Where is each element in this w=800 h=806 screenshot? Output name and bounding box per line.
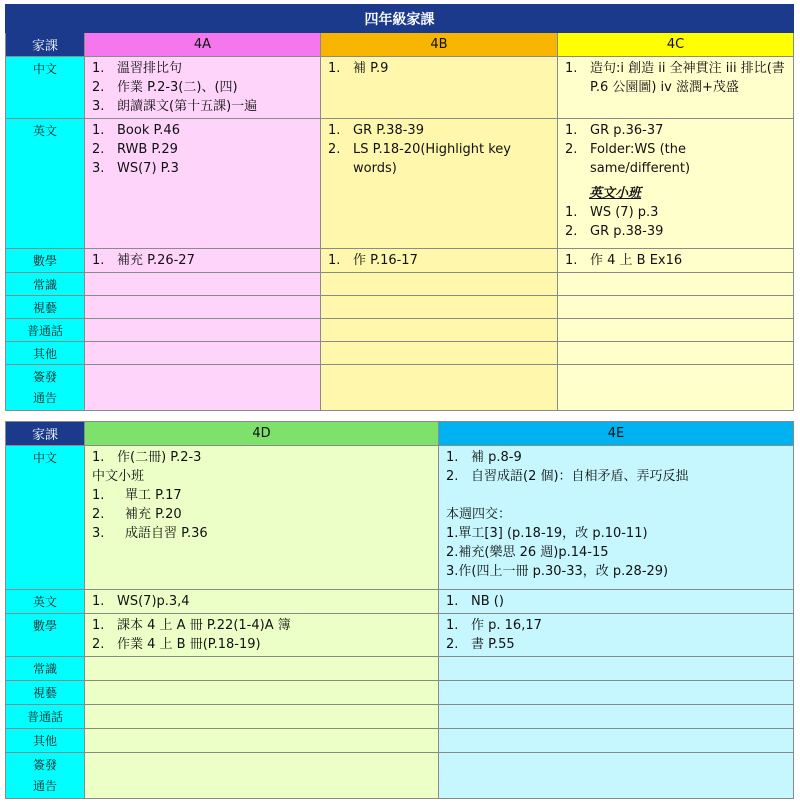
cell-4a-notice — [85, 365, 321, 411]
list-item: 1. 作 p. 16,17 — [446, 618, 542, 633]
cell-4c-math — [558, 249, 794, 273]
small-class-title: 英文小班 — [589, 186, 642, 201]
cell-4c-gs — [558, 273, 794, 296]
cell-4d-math — [85, 614, 439, 657]
list-item: 1. GR P.38-39 — [328, 123, 424, 138]
list-item: 1. WS (7) p.3 — [565, 205, 659, 220]
cell-4b-others — [321, 342, 558, 365]
cell-4d-notice — [85, 753, 439, 799]
list-item: 1. GR p.36-37 — [565, 123, 664, 138]
cell-4e-putonghua — [439, 705, 794, 729]
cell-4b-chinese — [321, 57, 558, 119]
header-label: 家課 — [6, 422, 85, 446]
class-header-4e: 4E — [439, 422, 794, 446]
list-item: 2. 作業 P.2-3(二)、(四) — [92, 80, 238, 95]
class-header-4d: 4D — [85, 422, 439, 446]
subject-putonghua: 普通話 — [6, 705, 85, 729]
cell-4a-gs — [85, 273, 321, 296]
list-item: 1.單工[3] (p.18-19，改 p.10-11) — [446, 526, 648, 541]
cell-4d-putonghua — [85, 705, 439, 729]
list-item: 1. WS(7)p.3,4 — [92, 594, 190, 609]
cell-4c-putonghua — [558, 319, 794, 342]
cell-4a-others — [85, 342, 321, 365]
cell-4e-chinese — [439, 446, 794, 590]
cell-4e-gs — [439, 657, 794, 681]
list-item: 3. 朗讀課文(第十五課)一遍 — [92, 99, 258, 114]
list-item: 1. 作(二冊) P.2-3 — [92, 450, 202, 465]
cell-4b-art — [321, 296, 558, 319]
subject-chinese: 中文 — [6, 57, 85, 119]
subject-notice: 簽發 通告 — [6, 753, 85, 799]
class-header-4a: 4A — [85, 33, 321, 57]
cell-4c-notice — [558, 365, 794, 411]
subject-visual-arts: 視藝 — [6, 296, 85, 319]
subject-others: 其他 — [6, 729, 85, 753]
subject-math: 數學 — [6, 614, 85, 657]
list-item: 3. WS(7) P.3 — [92, 161, 179, 176]
subject-math: 數學 — [6, 249, 85, 273]
list-item: 1. 課本 4 上 A 冊 P.22(1-4)A 簿 — [92, 618, 291, 633]
cell-4e-math — [439, 614, 794, 657]
list-item: 2. 作業 4 上 B 冊(P.18-19) — [92, 637, 261, 652]
cell-4d-gs — [85, 657, 439, 681]
list-item: 2. 書 P.55 — [446, 637, 515, 652]
list-item: 3. 成語自習 P.36 — [92, 526, 208, 541]
list-item: 1. 造句:i 創造 ii 全神貫注 iii 排比(書 P.6 公園圖) iv 滋潤+茂盛 — [565, 61, 785, 95]
cell-4b-putonghua — [321, 319, 558, 342]
cell-4c-chinese — [558, 57, 794, 119]
list-item: 1. 補 P.9 — [328, 61, 389, 76]
cell-4a-art — [85, 296, 321, 319]
cell-4a-english — [85, 119, 321, 249]
cell-4b-gs — [321, 273, 558, 296]
subject-chinese: 中文 — [6, 446, 85, 590]
list-item: 1. 補 p.8-9 — [446, 450, 522, 465]
subject-notice: 簽發 通告 — [6, 365, 85, 411]
cell-4a-putonghua — [85, 319, 321, 342]
list-item: 2. 自習成語(2 個)：自相矛盾、弄巧反拙 — [446, 469, 689, 484]
cell-4e-notice — [439, 753, 794, 799]
cell-4c-art — [558, 296, 794, 319]
cell-4c-english — [558, 119, 794, 249]
class-header-4b: 4B — [321, 33, 558, 57]
cell-4a-math — [85, 249, 321, 273]
cell-4e-english — [439, 590, 794, 614]
cell-4a-chinese — [85, 57, 321, 119]
subject-english: 英文 — [6, 119, 85, 249]
header-label: 家課 — [6, 33, 85, 57]
small-class-title: 中文小班 — [92, 469, 145, 484]
list-item: 1. 作 4 上 B Ex16 — [565, 253, 683, 268]
cell-4b-english — [321, 119, 558, 249]
list-item: 1. 單工 P.17 — [92, 488, 182, 503]
class-header-4c: 4C — [558, 33, 794, 57]
list-item: 1. Book P.46 — [92, 123, 180, 138]
subject-general-studies: 常識 — [6, 273, 85, 296]
cell-4b-notice — [321, 365, 558, 411]
list-item: 2. GR p.38-39 — [565, 224, 664, 239]
subject-general-studies: 常識 — [6, 657, 85, 681]
cell-4d-others — [85, 729, 439, 753]
list-item: 1. 作 P.16-17 — [328, 253, 418, 268]
homework-table-4d-4e — [5, 421, 794, 799]
page-title: 四年級家課 — [6, 5, 794, 33]
cell-4b-math — [321, 249, 558, 273]
subject-putonghua: 普通話 — [6, 319, 85, 342]
subject-others: 其他 — [6, 342, 85, 365]
cell-4e-others — [439, 729, 794, 753]
homework-table-4a-4c — [5, 4, 794, 411]
list-item: 1. 溫習排比句 — [92, 61, 183, 76]
list-item: 2. Folder:WS (the same/different) — [565, 142, 691, 176]
subject-english: 英文 — [6, 590, 85, 614]
list-item: 2. LS P.18-20(Highlight key words) — [328, 142, 511, 176]
list-item: 1. 補充 P.26-27 — [92, 253, 195, 268]
cell-4d-art — [85, 681, 439, 705]
list-item: 1. NB () — [446, 594, 504, 609]
list-item: 2.補充(樂思 26 週)p.14-15 — [446, 545, 609, 560]
cell-4c-others — [558, 342, 794, 365]
weekly-title: 本週四交： — [446, 507, 512, 522]
list-item: 2. 補充 P.20 — [92, 507, 182, 522]
list-item: 3.作(四上一冊 p.30-33，改 p.28-29) — [446, 564, 669, 579]
subject-visual-arts: 視藝 — [6, 681, 85, 705]
cell-4d-english — [85, 590, 439, 614]
list-item: 2. RWB P.29 — [92, 142, 178, 157]
cell-4e-art — [439, 681, 794, 705]
cell-4d-chinese — [85, 446, 439, 590]
